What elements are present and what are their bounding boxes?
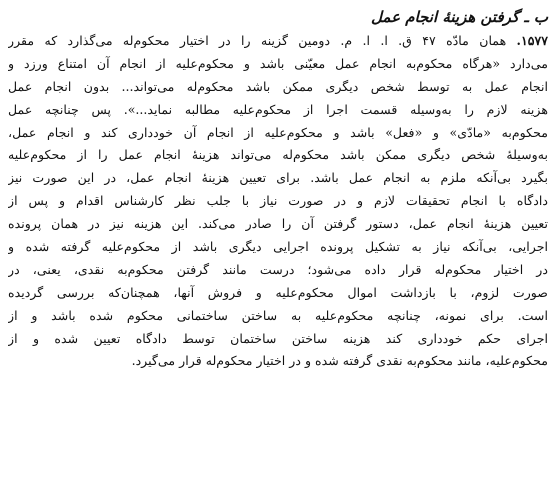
text-line: در اختیار محکوم‌له قرار داده می‌شود؛ درست مانند گرفتن محکوم‌به نقدی، یعنی، در	[8, 261, 548, 277]
paragraph-number: ۱۵۷۷.	[516, 33, 548, 48]
text-line: می‌دارد «هرگاه محکوم‌به انجام عمل معیّنی باشد و محکوم‌علیه از انجام آن امتناع ورزد و	[8, 55, 548, 71]
text-line: بگیرد بی‌آنکه ملزم به انجام عمل باشد. برای تعیین هزینهٔ انجام عمل، در این صورت نیز	[8, 170, 548, 186]
text-line: است. برای نمونه، چنانچه محکوم‌علیه به ساختن ساختمانی محکوم شده باشد و از	[8, 307, 548, 323]
text-line: هزینه لازم را به‌وسیله قسمت اجرا از محکوم‌علیه مطالبه نماید...». پس چنانچه عمل	[8, 101, 548, 117]
text-line: به‌وسیلهٔ شخص دیگری ممکن باشد محکوم‌له می‌تواند هزینهٔ انجام عمل را از محکوم‌علیه	[8, 147, 548, 163]
text-line: دادگاه با انجام تحقیقات لازم و در صورت نیاز با جلب نظر کارشناس اقدام و پس از	[8, 193, 548, 209]
text-line: انجام عمل به توسط شخص دیگری ممکن باشد محکوم‌له می‌تواند... بدون انجام عمل	[8, 78, 548, 94]
text-line: محکوم‌به «مادّی» و «فعل» باشد و محکوم‌علیه از انجام آن خودداری کند و انجام عمل،	[8, 124, 548, 140]
text-line	[8, 30, 548, 53]
first-line-text: همان مادّه ۴۷ ق. ا. ا. م. دومین گزینه را در اختیار محکوم‌له می‌گذارد که مقرر	[8, 33, 507, 48]
text-line: اجرای حکم خودداری کند هزینه ساختن ساختمان توسط دادگاه تعیین شده و از	[8, 330, 548, 346]
paragraph-1577	[8, 30, 548, 373]
text-line: اجرایی، بی‌آنکه نیاز به تشکیل پرونده اجرایی دیگری باشد از محکوم‌علیه گرفته شده و	[8, 239, 548, 255]
text-line: تعیین هزینهٔ انجام عمل، دستور گرفتن آن را صادر می‌کند. این هزینه نیز در همان پرونده	[8, 216, 548, 232]
section-heading: ب ـ گرفتن هزینهٔ انجام عمل	[371, 8, 548, 26]
text-line: صورت لزوم، با بازداشت اموال محکوم‌علیه و فروش آنها، همچنان‌که بررسی گردیده	[8, 284, 548, 300]
text-line-last: محکوم‌علیه، مانند محکوم‌به نقدی گرفته شده و در اختیار محکوم‌له قرار می‌گیرد.	[131, 353, 548, 369]
